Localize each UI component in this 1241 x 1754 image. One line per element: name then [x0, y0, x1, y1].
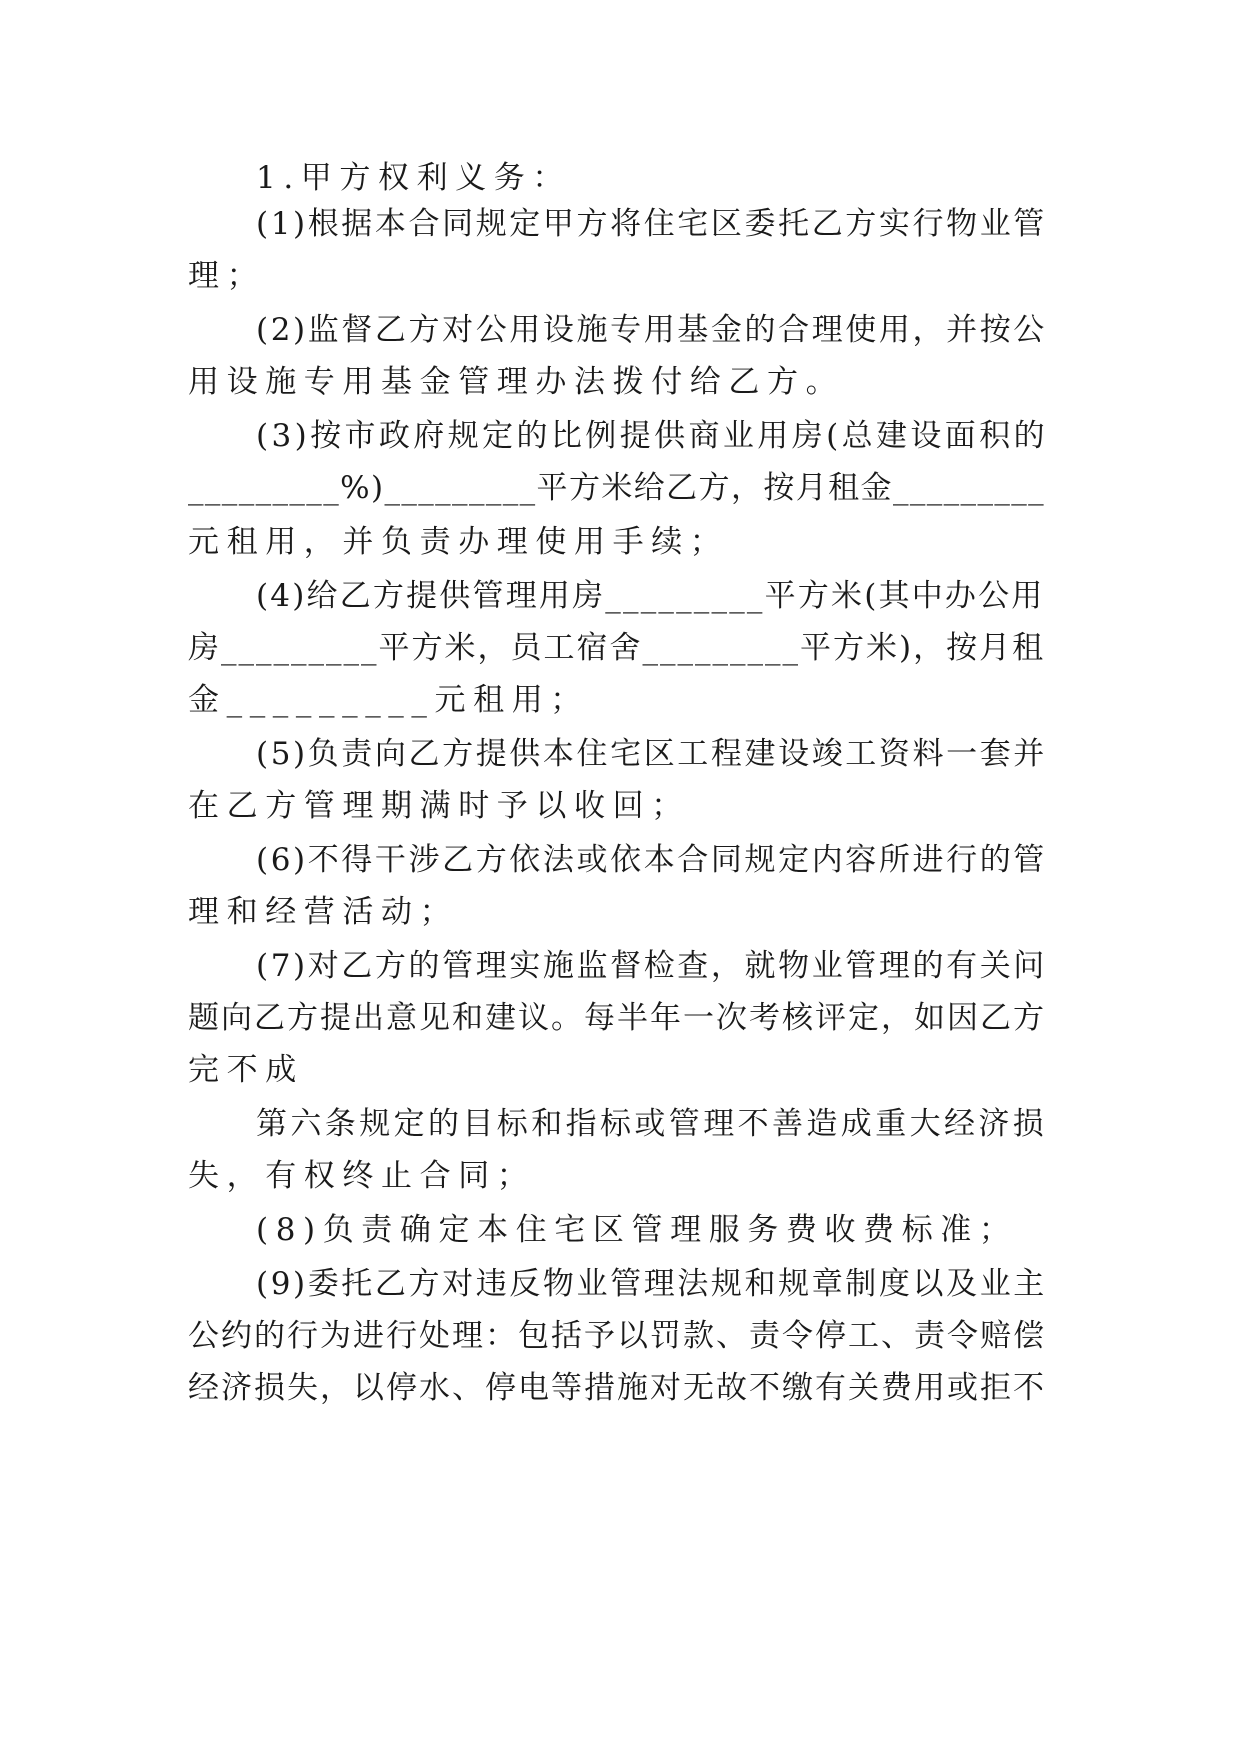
paragraph-line: 失，有权终止合同；: [188, 1158, 536, 1194]
paragraph-line: 金_________元租用；: [188, 682, 589, 718]
paragraph-line: (7)对乙方的管理实施监督检查，就物业管理的有关问: [256, 948, 1047, 984]
paragraph-line: 元租用，并负责办理使用手续；: [188, 524, 729, 560]
paragraph-line: 第六条规定的目标和指标或管理不善造成重大经济损: [256, 1106, 1048, 1142]
paragraph-line: 经济损失，以停水、停电等措施对无故不缴有关费用或拒不: [188, 1370, 1046, 1406]
paragraph-line: (9)委托乙方对违反物业管理法规和规章制度以及业主: [256, 1266, 1047, 1302]
paragraph-line: 用设施专用基金管理办法拨付给乙方。: [188, 364, 845, 400]
paragraph-line: 题向乙方提出意见和建议。每半年一次考核评定，如因乙方: [188, 1000, 1046, 1036]
section-heading: 1.甲方权利义务：: [256, 160, 571, 196]
paragraph-line: (6)不得干涉乙方依法或依本合同规定内容所进行的管: [256, 842, 1047, 878]
paragraph-line: 房_________平方米，员工宿舍_________平方米)，按月租: [188, 630, 1046, 666]
paragraph-line: _________%)_________平方米给乙方，按月租金_________: [188, 470, 1046, 506]
paragraph-line: (2)监督乙方对公用设施专用基金的合理使用，并按公: [256, 312, 1047, 348]
paragraph-line: 公约的行为进行处理：包括予以罚款、责令停工、责令赔偿: [188, 1318, 1046, 1354]
paragraph-line: (3)按市政府规定的比例提供商业用房(总建设面积的: [256, 418, 1049, 454]
paragraph-line: (5)负责向乙方提供本住宅区工程建设竣工资料一套并: [256, 736, 1047, 772]
paragraph-line: (4)给乙方提供管理用房_________平方米(其中办公用: [256, 578, 1045, 614]
paragraph-line: (1)根据本合同规定甲方将住宅区委托乙方实行物业管: [256, 206, 1047, 242]
paragraph-line: 完不成: [188, 1052, 304, 1088]
paragraph-line: 理和经营活动；: [188, 894, 459, 930]
paragraph-line: 理；: [188, 258, 266, 294]
paragraph-line: (8)负责确定本住宅区管理服务费收费标准；: [256, 1212, 1018, 1248]
paragraph-line: 在乙方管理期满时予以收回；: [188, 788, 690, 824]
